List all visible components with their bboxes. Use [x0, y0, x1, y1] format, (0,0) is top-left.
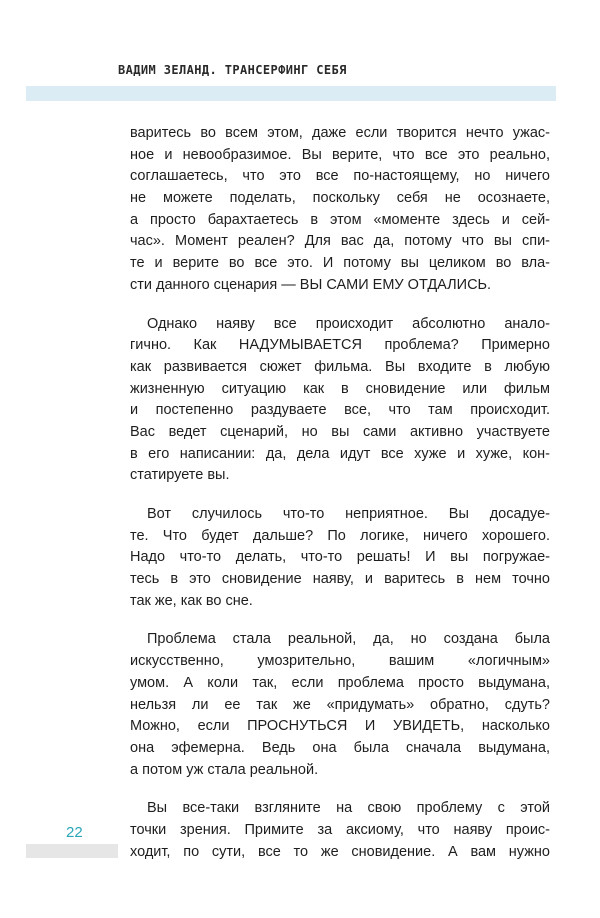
text-line: точки зрения. Примите за аксиому, что наяву проис-: [130, 821, 550, 838]
paragraph-5: [130, 798, 550, 863]
text-line: так же, как во сне.: [130, 592, 253, 609]
body-text: [130, 123, 550, 880]
text-line: искусственно, умозрительно, вашим «логичным»: [130, 653, 550, 670]
text-line: умом. А коли так, если проблема просто выдумана,: [130, 674, 550, 691]
text-line: те и верите во все это. И потому вы целиком во вла-: [130, 255, 550, 272]
text-line: Однако наяву все происходит абсолютно анало-: [147, 315, 550, 332]
text-line: час». Момент реален? Для вас да, потому что вы спи-: [130, 233, 550, 250]
paragraph-4: [130, 629, 550, 781]
text-line: те. Что будет дальше? По логике, ничего хорошего.: [130, 527, 550, 544]
text-line: Проблема стала реальной, да, но создана была: [147, 631, 550, 648]
paragraph-3: [130, 504, 550, 612]
text-line: соглашаетесь, что это все по-настоящему, но ничего: [130, 168, 550, 185]
text-line: а потом уж стала реальной.: [130, 761, 319, 778]
header-band: [26, 86, 556, 101]
text-line: не можете поделать, поскольку себя не осознаете,: [130, 190, 550, 207]
text-line: нельзя ли ее так же «придумать» обратно, сдуть?: [130, 696, 550, 713]
paragraph-2: [130, 314, 550, 488]
text-line: как развивается сюжет фильма. Вы входите в любую: [130, 358, 550, 375]
running-title: ВАДИМ ЗЕЛАНД. ТРАНСЕРФИНГ СЕБЯ: [118, 63, 347, 77]
text-line: гично. Как НАДУМЫВАЕТСЯ проблема? Примерно: [130, 337, 550, 354]
text-line: ходит, по сути, все то же сновидение. А вам нужно: [130, 843, 550, 860]
text-line: а просто барахтаетесь в этом «моменте здесь и сей-: [130, 211, 550, 228]
text-line: в его написании: да, дела идут все хуже и хуже, кон-: [130, 445, 550, 462]
text-line: жизненную ситуацию как в сновидение или фильм: [130, 380, 550, 397]
text-line: ное и невообразимое. Вы верите, что все это реально,: [130, 146, 550, 163]
text-line: Вот случилось что-то неприятное. Вы досадуе-: [147, 506, 550, 522]
text-line: варитесь во всем этом, даже если творится нечто ужас-: [130, 125, 550, 141]
text-line: статируете вы.: [130, 467, 230, 484]
text-line: и постепенно раздуваете все, что там происходит.: [130, 402, 550, 419]
text-line: Можно, если ПРОСНУТЬСЯ И УВИДЕТЬ, насколько: [130, 718, 550, 735]
text-line: Вас ведет сценарий, но вы сами активно участвуете: [130, 423, 550, 440]
text-line: тесь в это сновидение наяву, и варитесь в нем точно: [130, 571, 550, 588]
text-line: сти данного сценария — ВЫ САМИ ЕМУ ОТДАЛИСЬ.: [130, 276, 492, 293]
footer-band: [26, 844, 118, 858]
paragraph-1: [130, 123, 550, 297]
text-line: Вы все-таки взгляните на свою проблему с этой: [147, 800, 550, 817]
page-number: 22: [66, 824, 83, 841]
text-line: она эфемерна. Ведь она была сначала выдумана,: [130, 739, 550, 756]
text-line: Надо что-то делать, что-то решать! И вы погружае-: [130, 549, 550, 566]
